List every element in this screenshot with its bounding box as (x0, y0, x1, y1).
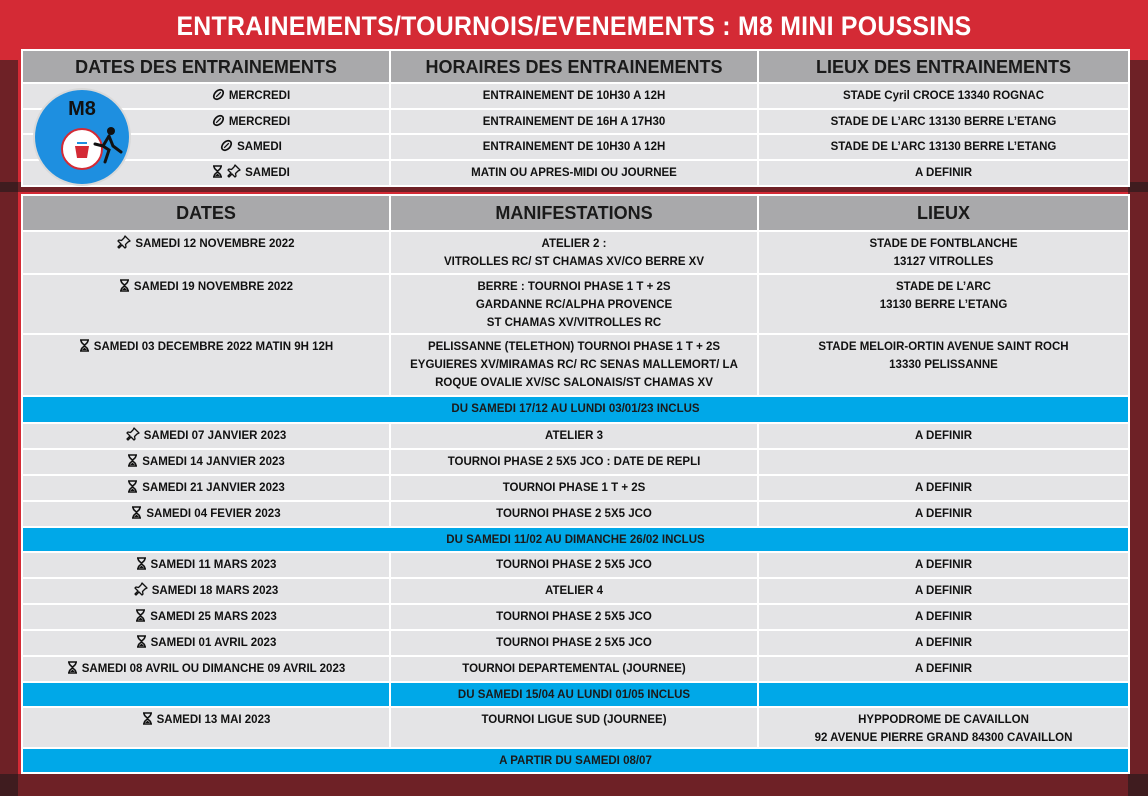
event-manifestation-line: GARDANNE RC/ALPHA PROVENCE (475, 299, 673, 311)
hourglass-icon (136, 557, 147, 570)
event-date: SAMEDI 07 JANVIER 2023 (143, 430, 287, 442)
event-manifestation-cell (390, 552, 758, 578)
closure-period-text: DU SAMEDI 15/04 AU LUNDI 01/05 INCLUS (390, 682, 758, 707)
event-manifestation-line: ATELIER 4 (545, 585, 603, 597)
event-place-line: A DEFINIR (914, 508, 973, 520)
event-manifestation-cell (390, 449, 758, 475)
event-manifestation-cell (390, 231, 758, 274)
rugby-player-icon (93, 126, 123, 172)
event-row (22, 578, 1129, 604)
training-place: STADE DE L’ARC 13130 BERRE L’ETANG (830, 115, 1057, 128)
event-manifestation-cell (390, 274, 758, 334)
event-place-cell (758, 604, 1129, 630)
training-header-times: HORAIRES DES ENTRAINEMENTS (390, 50, 758, 83)
event-place-line: A DEFINIR (914, 430, 973, 442)
closure-period-text: DU SAMEDI 17/12 AU LUNDI 03/01/23 INCLUS (22, 396, 1129, 423)
hourglass-icon (79, 339, 90, 352)
training-day (130, 138, 282, 156)
event-place-cell (758, 274, 1129, 334)
training-row (22, 160, 1129, 186)
event-place-cell (758, 334, 1129, 396)
training-day-label: SAMEDI (237, 141, 282, 153)
event-date-cell (22, 449, 390, 475)
event-place-line: 13127 VITROLLES (893, 256, 994, 268)
rugby-ball-icon (212, 88, 225, 101)
event-manifestation-line: VITROLLES RC/ ST CHAMAS XV/CO BERRE XV (443, 256, 705, 268)
event-row (22, 656, 1129, 682)
hourglass-icon (131, 506, 142, 519)
hourglass-icon (212, 165, 223, 178)
hourglass-icon (127, 480, 138, 493)
event-place-cell (758, 707, 1129, 748)
event-place-line: 13330 PELISSANNE (889, 359, 998, 371)
event-date-cell (22, 274, 390, 334)
event-row (22, 475, 1129, 501)
events-header-places: LIEUX (758, 195, 1129, 231)
event-manifestation-line: PELISSANNE (TELETHON) TOURNOI PHASE 1 T + 2S (427, 341, 721, 353)
training-time-cell (390, 83, 758, 109)
event-row (22, 449, 1129, 475)
event-date-cell (22, 334, 390, 396)
event-manifestation-line: ATELIER 3 (545, 430, 603, 442)
event-date-cell (22, 656, 390, 682)
event-place-line: HYPPODROME DE CAVAILLON (858, 714, 1029, 726)
logo-label: M8 (68, 98, 96, 120)
rugby-ball-icon (212, 114, 225, 127)
event-date: SAMEDI 21 JANVIER 2023 (142, 482, 285, 494)
training-place-cell (758, 160, 1129, 186)
events-header-dates: DATES (22, 195, 390, 231)
training-time: MATIN OU APRES-MIDI OU JOURNEE (471, 167, 677, 179)
event-manifestation-cell (390, 423, 758, 449)
event-manifestation-line: TOURNOI PHASE 2 5X5 JCO : DATE DE REPLI (447, 456, 701, 468)
training-day (122, 164, 290, 182)
pin-icon (126, 427, 140, 441)
event-manifestation-cell (390, 656, 758, 682)
closure-period-text: DU SAMEDI 11/02 AU DIMANCHE 26/02 INCLUS (22, 527, 1129, 552)
event-manifestation-line: BERRE : TOURNOI PHASE 1 T + 2S (477, 281, 671, 293)
event-row (22, 552, 1129, 578)
event-date: SAMEDI 12 NOVEMBRE 2022 (135, 238, 295, 250)
hourglass-icon (135, 609, 146, 622)
page-title: ENTRAINEMENTS/TOURNOIS/EVENEMENTS : M8 MINI POUSSINS (176, 11, 972, 41)
closure-period-row (22, 748, 1129, 773)
event-manifestation-line: TOURNOI PHASE 2 5X5 JCO (496, 508, 652, 520)
training-place-cell (758, 83, 1129, 109)
event-date-cell (22, 501, 390, 527)
training-header-dates: DATES DES ENTRAINEMENTS (22, 50, 390, 83)
event-row (22, 707, 1129, 748)
closure-period-text: A PARTIR DU SAMEDI 08/07 (22, 748, 1129, 773)
event-place-cell (758, 552, 1129, 578)
event-date: SAMEDI 01 AVRIL 2023 (150, 637, 277, 649)
event-row (22, 630, 1129, 656)
event-manifestation-line: TOURNOI PHASE 2 5X5 JCO (496, 559, 652, 571)
training-day-cell (22, 83, 390, 120)
event-place-cell (758, 630, 1129, 656)
event-place-line: 92 AVENUE PIERRE GRAND 84300 CAVAILLON (814, 732, 1073, 744)
event-row (22, 604, 1129, 630)
event-manifestation-cell (390, 630, 758, 656)
event-date: SAMEDI 04 FEVIER 2023 (146, 508, 281, 520)
hourglass-icon (67, 661, 78, 674)
event-date: SAMEDI 11 MARS 2023 (150, 559, 277, 571)
event-row (22, 274, 1129, 334)
event-date: SAMEDI 08 AVRIL OU DIMANCHE 09 AVRIL 2023 (81, 663, 346, 675)
event-date: SAMEDI 14 JANVIER 2023 (142, 456, 285, 468)
event-date: SAMEDI 25 MARS 2023 (150, 611, 277, 623)
training-time-cell (390, 134, 758, 160)
event-date-cell (22, 707, 390, 748)
training-place: A DEFINIR (914, 167, 973, 179)
event-place-cell (758, 578, 1129, 604)
training-place: STADE Cyril CROCE 13340 ROGNAC (842, 90, 1045, 102)
hourglass-icon (136, 635, 147, 648)
training-time: ENTRAINEMENT DE 10H30 A 12H (482, 90, 666, 102)
event-place-cell (758, 449, 1129, 475)
event-date-cell (22, 604, 390, 630)
event-date: SAMEDI 18 MARS 2023 (151, 585, 279, 597)
event-manifestation-line: TOURNOI PHASE 2 5X5 JCO (496, 611, 652, 623)
event-date-cell (22, 231, 390, 274)
event-place-line: STADE DE FONTBLANCHE (869, 238, 1018, 250)
event-manifestation-cell (390, 707, 758, 748)
hourglass-icon (142, 712, 153, 725)
event-date-cell (22, 578, 390, 604)
event-date-cell (22, 475, 390, 501)
training-place-cell (758, 134, 1129, 160)
hourglass-icon (127, 454, 138, 467)
training-table (21, 49, 1130, 187)
training-header-row (22, 50, 1129, 83)
event-row (22, 231, 1129, 274)
training-place: STADE DE L’ARC 13130 BERRE L’ETANG (830, 141, 1057, 153)
event-date: SAMEDI 03 DECEMBRE 2022 MATIN 9H 12H (93, 341, 334, 353)
event-date: SAMEDI 13 MAI 2023 (156, 714, 271, 726)
event-place-line: A DEFINIR (914, 663, 973, 675)
event-row (22, 423, 1129, 449)
training-row (22, 83, 1129, 109)
event-place-cell (758, 423, 1129, 449)
events-table (21, 194, 1130, 774)
hourglass-icon (119, 279, 130, 292)
training-time-cell (390, 109, 758, 134)
closure-period-row (22, 527, 1129, 552)
closure-period-empty-cell (22, 682, 390, 707)
event-date-cell (22, 552, 390, 578)
event-manifestation-cell (390, 604, 758, 630)
event-place-line: A DEFINIR (914, 482, 973, 494)
event-row (22, 501, 1129, 527)
event-manifestation-line: ROQUE OVALIE XV/SC SALONAIS/ST CHAMAS XV (435, 377, 713, 389)
event-place-line: A DEFINIR (914, 637, 973, 649)
club-logo (35, 90, 129, 184)
closure-period-row (22, 396, 1129, 423)
event-manifestation-line: TOURNOI PHASE 1 T + 2S (502, 482, 646, 494)
training-time: ENTRAINEMENT DE 16H A 17H30 (482, 115, 666, 128)
training-row (22, 109, 1129, 134)
training-time-cell (390, 160, 758, 186)
training-time: ENTRAINEMENT DE 10H30 A 12H (482, 141, 666, 153)
event-manifestation-cell (390, 475, 758, 501)
event-manifestation-line: EYGUIERES XV/MIRAMAS RC/ RC SENAS MALLEMORT/ LA (410, 359, 738, 371)
event-place-cell (758, 656, 1129, 682)
events-header-manifestations: MANIFESTATIONS (390, 195, 758, 231)
event-manifestation-cell (390, 578, 758, 604)
training-row (22, 134, 1129, 160)
event-place-line: A DEFINIR (914, 559, 973, 571)
pin-icon (134, 582, 148, 596)
training-day-label: SAMEDI (245, 167, 290, 179)
event-row (22, 334, 1129, 396)
event-place-line: A DEFINIR (914, 611, 973, 623)
event-manifestation-line: TOURNOI LIGUE SUD (JOURNEE) (481, 714, 667, 726)
event-date-cell (22, 423, 390, 449)
pin-icon (227, 164, 241, 178)
event-manifestation-line: ATELIER 2 : (541, 238, 607, 250)
training-place-cell (758, 109, 1129, 134)
event-place-line: STADE DE L’ARC (896, 281, 991, 293)
event-manifestation-line: TOURNOI DEPARTEMENTAL (JOURNEE) (462, 663, 686, 675)
events-header-row (22, 195, 1129, 231)
closure-period-row (22, 682, 1129, 707)
event-place-line: A DEFINIR (914, 585, 973, 597)
event-manifestation-cell (390, 334, 758, 396)
training-day (122, 113, 290, 131)
event-manifestation-line: ST CHAMAS XV/VITROLLES RC (486, 317, 662, 329)
training-header-places: LIEUX DES ENTRAINEMENTS (758, 50, 1129, 83)
event-manifestation-line: TOURNOI PHASE 2 5X5 JCO (496, 637, 652, 649)
rugby-ball-icon (220, 139, 233, 152)
training-day-label: MERCREDI (228, 90, 291, 102)
event-date-cell (22, 630, 390, 656)
event-place-cell (758, 231, 1129, 274)
closure-period-empty-cell (758, 682, 1129, 707)
training-day-label: MERCREDI (228, 115, 291, 128)
event-place-cell (758, 475, 1129, 501)
event-place-cell (758, 501, 1129, 527)
event-place-line: STADE MELOIR-ORTIN AVENUE SAINT ROCH (818, 341, 1069, 353)
event-manifestation-cell (390, 501, 758, 527)
pin-icon (117, 235, 131, 249)
event-place-line: 13130 BERRE L’ETANG (879, 299, 1008, 311)
training-day (122, 87, 290, 105)
event-date: SAMEDI 19 NOVEMBRE 2022 (133, 281, 294, 293)
